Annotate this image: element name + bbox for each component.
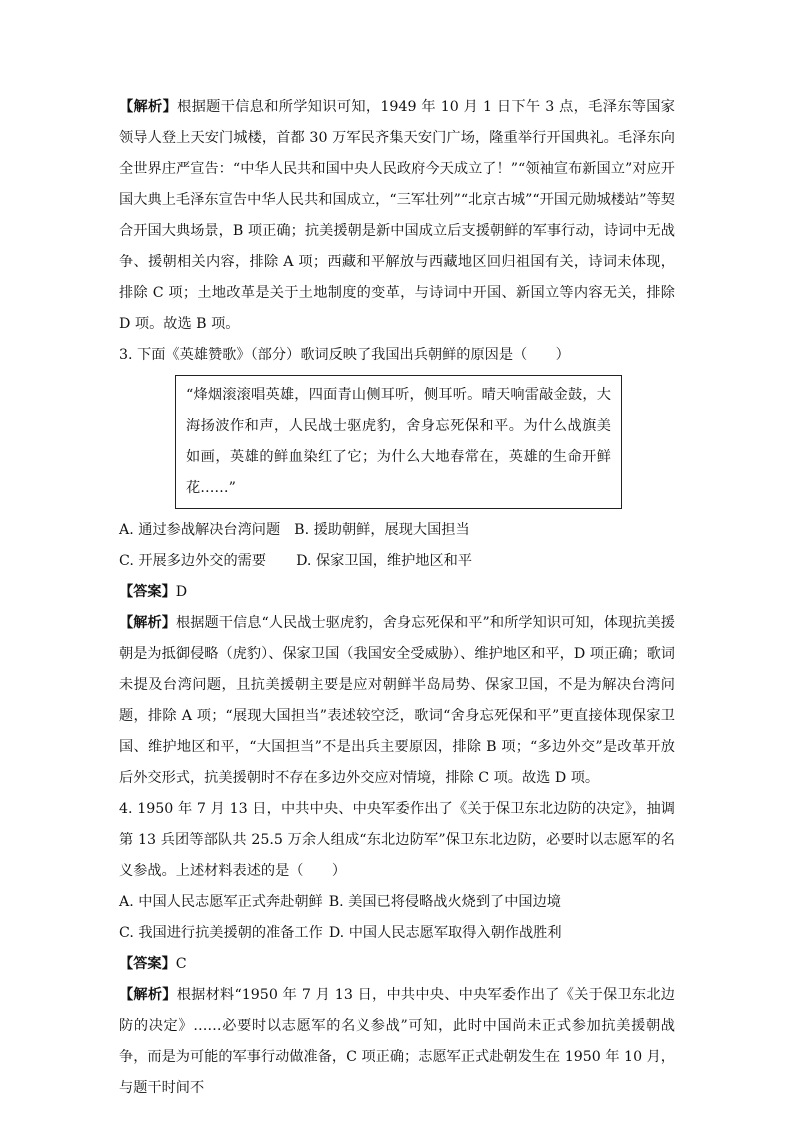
q4-options-row-1 — [119, 887, 675, 918]
answer-tag: 【答案】 — [119, 956, 176, 972]
analysis-text: 根据材料“1950 年 7 月 13 日，中共中央、中央军委作出了《关于保卫东北边防的决定》……必要时以志愿军的名义参战”可知，此时中国尚未正式参加抗美援朝战争，而是为可能的军事行动做准备，C 项正确；志愿军正式赴朝发生在 1950 年 10 月，与题干时间不 — [119, 987, 675, 1096]
q4-option-c: C. 我国进行抗美援朝的准备工作 — [119, 925, 323, 941]
q3-option-c: C. 开展多边外交的需要 — [119, 553, 267, 569]
q3-analysis — [119, 608, 675, 794]
q4-option-b: B. 美国已将侵略战火烧到了中国边境 — [328, 894, 561, 910]
answer-value: C — [175, 956, 187, 972]
q4-answer — [119, 949, 675, 980]
answer-tag: 【答案】 — [119, 584, 176, 600]
answer-value: D — [175, 584, 188, 600]
q3-option-b: B. 援助朝鲜，展现大国担当 — [294, 522, 470, 538]
q3-option-a: A. 通过参战解决台湾问题 — [119, 522, 281, 538]
q2-analysis — [119, 92, 675, 340]
analysis-tag: 【解析】 — [119, 99, 178, 115]
q3-quote-text: “烽烟滚滚唱英雄，四面青山侧耳听，侧耳听。晴天响雷敲金鼓，大海扬波作和声，人民战士驱虎豹，舍身忘死保和平。为什么战旗美如画，英雄的鲜血染红了它；为什么大地春常在，英雄的生命开鲜花……” — [186, 387, 611, 496]
analysis-text: 根据题干信息和所学知识可知，1949 年 10 月 1 日下午 3 点，毛泽东等国家领导人登上天安门城楼，首都 30 万军民齐集天安门广场，隆重举行开国典礼。毛泽东向全世界庄严宣告：“中华人民共和国中央人民政府今天成立了！”“领袖宣布新国立”对应开国大典上毛泽东宣告中华人民共和国成立，“三军壮列”“北京古城”“开国元勋城楼站”等契合开国大典场景，B 项正确；抗美援朝是新中国成立后支援朝鲜的军事行动，诗词中无战争、援朝相关内容，排除 A 项；西藏和平解放与西藏地区回归祖国有关，诗词未体现，排除 C 项；土地改革是关于土地制度的变革，与诗词中开国、新国立等内容无关，排除 D 项。故选 B 项。 — [119, 99, 675, 332]
q3-options-row-1 — [119, 515, 675, 546]
q4-stem: 4. 1950 年 7 月 13 日，中共中央、中央军委作出了《关于保卫东北边防的决定》，抽调第 13 兵团等部队共 25.5 万余人组成“东北边防军”保卫东北边防，必要时以志愿军的名义参战。上述材料表述的是（ ） — [119, 801, 675, 879]
q3-options-row-2 — [119, 546, 675, 577]
q3-answer — [119, 577, 675, 608]
analysis-tag: 【解析】 — [119, 987, 177, 1003]
q4-option-a: A. 中国人民志愿军正式奔赴朝鲜 — [119, 894, 323, 910]
analysis-text: 根据题干信息“人民战士驱虎豹，舍身忘死保和平”和所学知识可知，体现抗美援朝是为抵御侵略（虎豹）、保家卫国（我国安全受威胁）、维护地区和平，D 项正确；歌词未提及台湾问题，且抗美援朝主要是应对朝鲜半岛局势、保家卫国，不是为解决台湾问题，排除 A 项；“展现大国担当”表述较空泛，歌词“舍身忘死保和平”更直接体现保家卫国、维护地区和平，“大国担当”不是出兵主要原因，排除 B 项；“多边外交”是改革开放后外交形式，抗美援朝时不存在多边外交应对情境，排除 C 项。故选 D 项。 — [119, 615, 675, 786]
q3-option-d: D. 保家卫国，维护地区和平 — [296, 553, 473, 569]
analysis-tag: 【解析】 — [119, 615, 176, 631]
document-page — [119, 92, 675, 1104]
q3-quote-box — [175, 375, 622, 509]
q4-options-row-2 — [119, 918, 675, 949]
q3-stem: 3. 下面《英雄赞歌》（部分）歌词反映了我国出兵朝鲜的原因是（ ） — [119, 347, 570, 363]
q4-option-d: D. 中国人民志愿军取得入朝作战胜利 — [328, 925, 562, 941]
q4-analysis — [119, 980, 675, 1104]
